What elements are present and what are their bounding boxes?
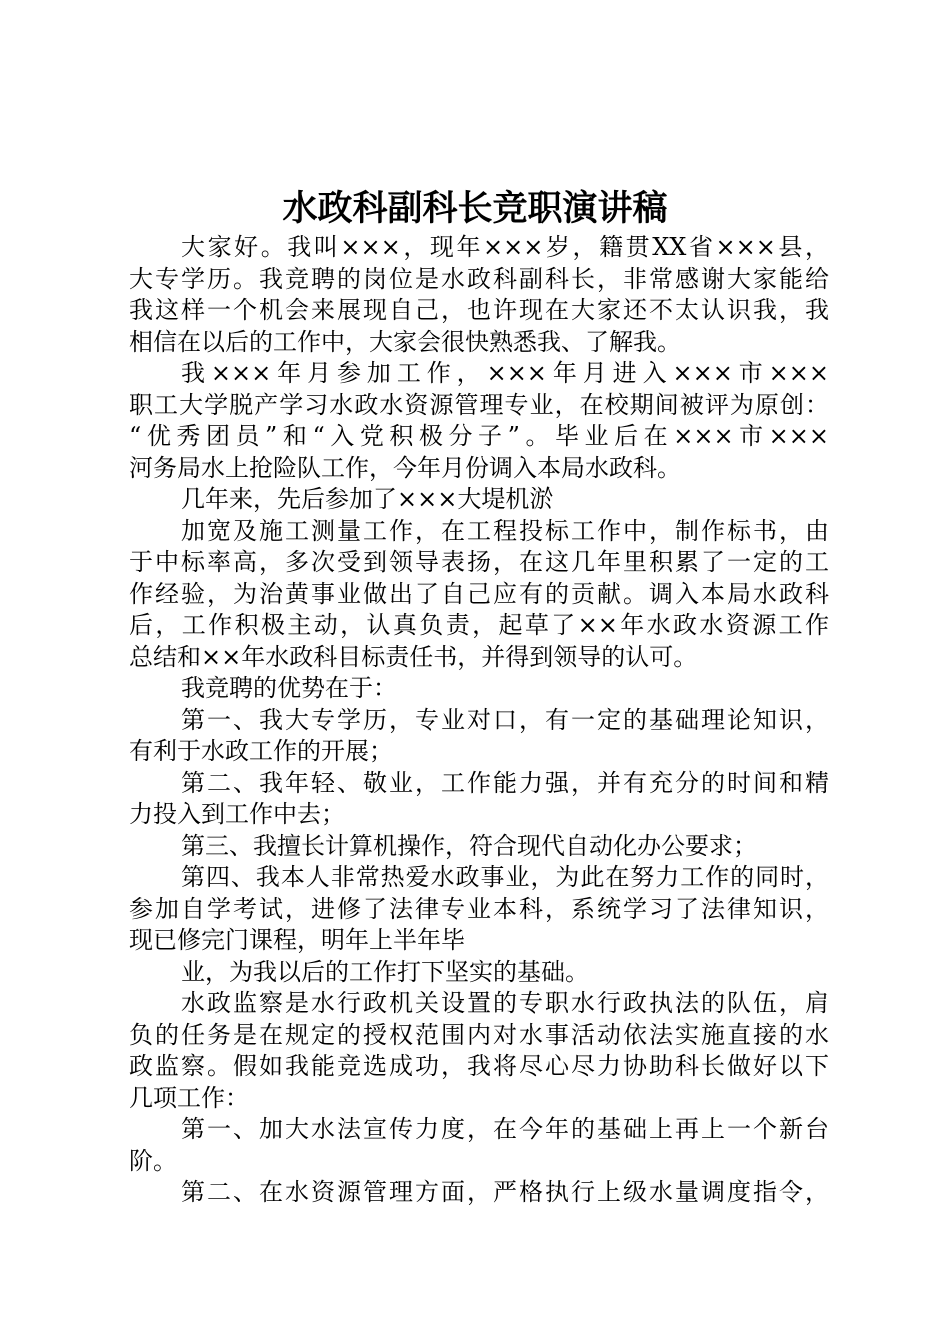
text-line: 参加自学考试，进修了法律专业本科，系统学习了法律知识，	[129, 894, 829, 923]
text-line: 第三、我擅长计算机操作，符合现代自动化办公要求；	[181, 831, 757, 860]
text-line: 业，为我以后的工作打下坚实的基础。	[181, 957, 589, 986]
document-body	[129, 232, 829, 1209]
text-line: 政监察。假如我能竞选成功，我将尽心尽力协助科长做好以下	[129, 1052, 829, 1080]
text-line: 第四、我本人非常热爱水政事业，为此在努力工作的同时，	[181, 863, 829, 891]
text-line: 负的任务是在规定的授权范围内对水事活动依法实施直接的水	[129, 1020, 829, 1049]
text-line: 第一、加大水法宣传力度，在今年的基础上再上一个新台	[181, 1115, 829, 1143]
text-line: 加宽及施工测量工作，在工程投标工作中，制作标书，由	[181, 516, 829, 545]
text-line: 第二、在水资源管理方面，严格执行上级水量调度指令，	[181, 1178, 829, 1206]
text-line: 阶。	[129, 1146, 177, 1175]
text-line: 力投入到工作中去；	[129, 800, 345, 828]
text-line: “优秀团员”和“入党积极分子”。毕业后在×××市×××	[129, 422, 829, 450]
text-line: 水政监察是水行政机关设置的专职水行政执法的队伍，肩	[181, 989, 829, 1017]
text-line: 作经验，为治黄事业做出了自己应有的贡献。调入本局水政科	[129, 579, 829, 608]
text-line: 现已修完门课程，明年上半年毕	[129, 926, 465, 954]
text-line: 总结和××年水政科目标责任书，并得到领导的认可。	[129, 642, 698, 671]
text-line: 我这样一个机会来展现自己，也许现在大家还不太认识我，我	[129, 296, 829, 324]
text-line: 于中标率高，多次受到领导表扬，在这几年里积累了一定的工	[129, 548, 829, 576]
text-line: 大家好。我叫×××，现年×××岁，籍贯XX省×××县，	[181, 233, 829, 261]
text-line: 几项工作：	[129, 1083, 249, 1112]
text-line: 几年来，先后参加了×××大堤机淤	[181, 485, 554, 513]
text-line: 有利于水政工作的开展；	[129, 737, 393, 765]
text-line: 我×××年月参加工作，×××年月进入×××市×××	[181, 359, 829, 387]
text-line: 河务局水上抢险队工作，今年月份调入本局水政科。	[129, 453, 681, 482]
document-title: 水政科副科长竞职演讲稿	[282, 188, 668, 229]
text-line: 第二、我年轻、敬业，工作能力强，并有充分的时间和精	[181, 768, 829, 797]
text-line: 我竞聘的优势在于：	[181, 674, 397, 702]
text-line: 第一、我大专学历，专业对口，有一定的基础理论知识，	[181, 705, 829, 734]
text-line: 大专学历。我竞聘的岗位是水政科副科长，非常感谢大家能给	[129, 264, 829, 293]
text-line: 职工大学脱产学习水政水资源管理专业，在校期间被评为原创：	[129, 390, 829, 419]
text-line: 后，工作积极主动，认真负责，起草了××年水政水资源工作	[129, 611, 829, 639]
text-line: 相信在以后的工作中，大家会很快熟悉我、了解我。	[129, 327, 681, 356]
